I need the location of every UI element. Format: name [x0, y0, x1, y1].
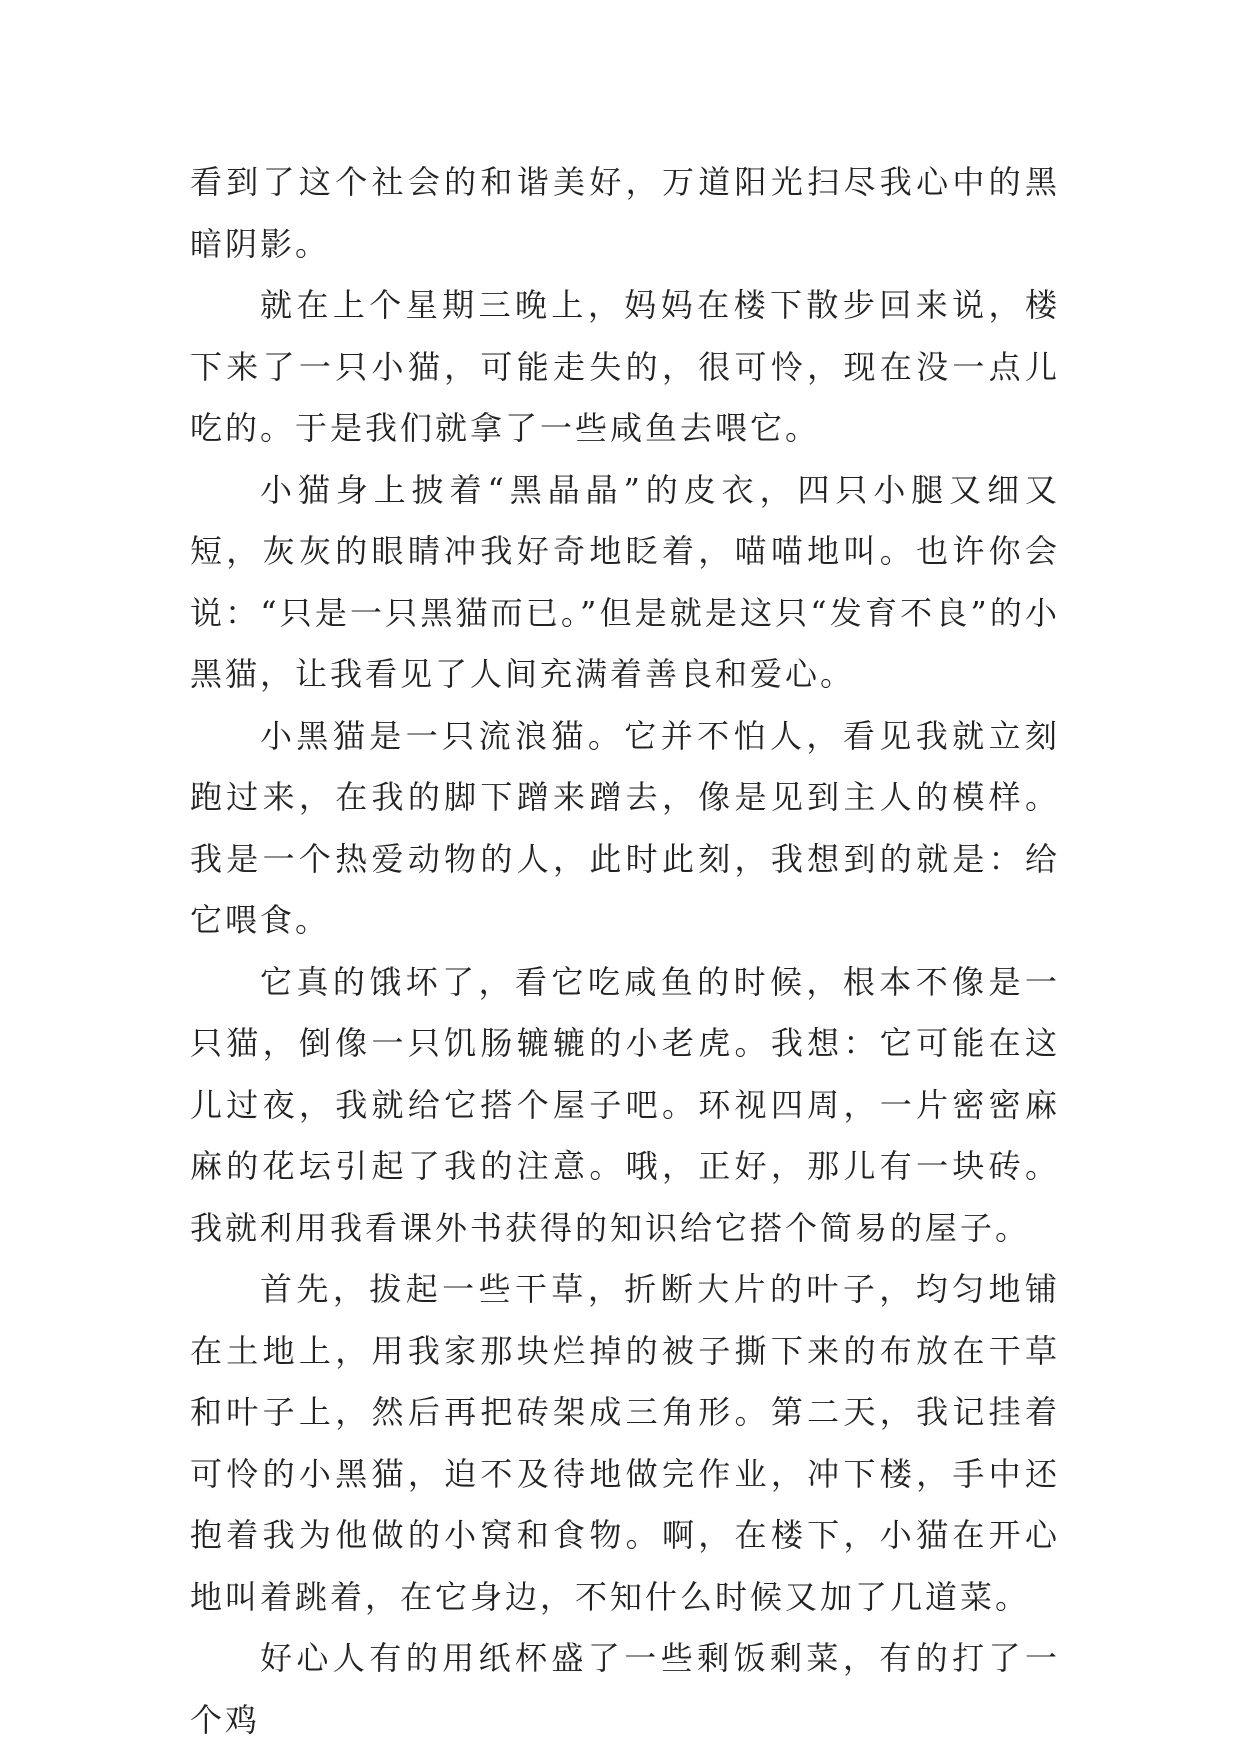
article-body [190, 152, 1060, 1751]
paragraph: 首先，拔起一些干草，折断大片的叶子，均匀地铺在土地上，用我家那块烂掉的被子撕下来的布放在干草和叶子上，然后再把砖架成三角形。第二天，我记挂着可怜的小黑猫，迫不及待地做完作业，冲下楼，手中还抱着我为他做的小窝和食物。啊，在楼下，小猫在开心地叫着跳着，在它身边，不知什么时候又加了几道菜。 [190, 1270, 1060, 1616]
paragraph-continuation: 看到了这个社会的和谐美好，万道阳光扫尽我心中的黑暗阴影。 [190, 163, 1060, 263]
paragraph: 它真的饿坏了，看它吃咸鱼的时候，根本不像是一只猫，倒像一只饥肠辘辘的小老虎。我想：它可能在这儿过夜，我就给它搭个屋子吧。环视四周，一片密密麻麻的花坛引起了我的注意。哦，正好，那儿有一块砖。我就利用我看课外书获得的知识给它搭个简易的屋子。 [190, 962, 1060, 1247]
paragraph: 就在上个星期三晚上，妈妈在楼下散步回来说，楼下来了一只小猫，可能走失的，很可怜，现在没一点儿吃的。于是我们就拿了一些咸鱼去喂它。 [190, 286, 1060, 447]
paragraph: 小猫身上披着“黑晶晶”的皮衣，四只小腿又细又短，灰灰的眼睛冲我好奇地眨着，喵喵地叫。也许你会说：“只是一只黑猫而已。”但是就是这只“发育不良”的小黑猫，让我看见了人间充满着善良和爱心。 [190, 470, 1060, 693]
paragraph: 好心人有的用纸杯盛了一些剩饭剩菜，有的打了一个鸡 [190, 1639, 1060, 1739]
paragraph: 小黑猫是一只流浪猫。它并不怕人，看见我就立刻跑过来，在我的脚下蹭来蹭去，像是见到主人的模样。我是一个热爱动物的人，此时此刻，我想到的就是：给它喂食。 [190, 716, 1060, 939]
